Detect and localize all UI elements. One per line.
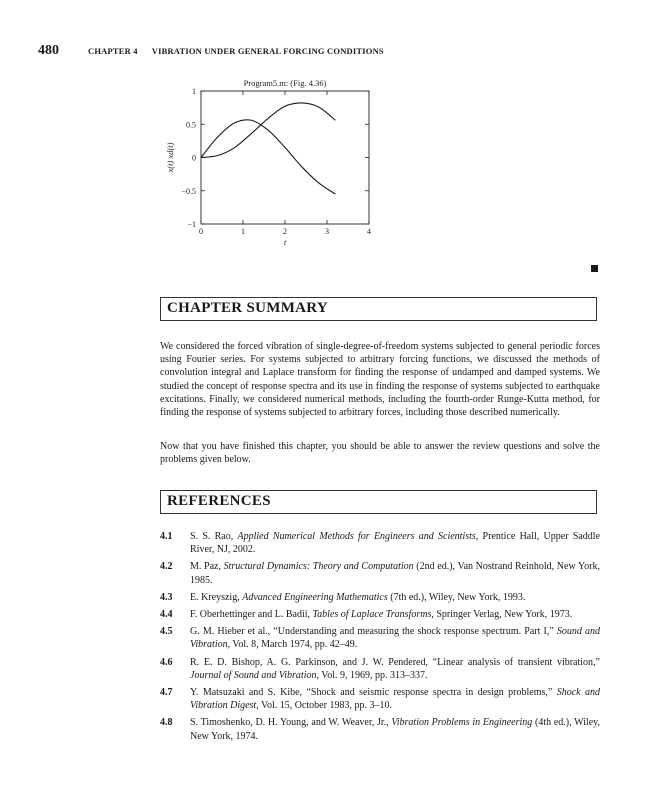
reference-authors: R. E. D. Bishop, A. G. Parkinson, and J. W. Pendered, “Linear analysis of transient vibration,” xyxy=(190,656,600,668)
reference-details: , Prentice Hall, Upper Saddle River, NJ, 2002. xyxy=(190,531,601,556)
figure-program5 xyxy=(160,70,390,250)
reference-title: Advanced Engineering Mathematics xyxy=(242,591,388,603)
reference-title: Applied Numerical Methods for Engineers and Scientists xyxy=(237,531,476,542)
reference-authors: E. Kreyszig, xyxy=(190,591,243,603)
running-header xyxy=(38,44,615,60)
y-axis-label: x(t) xd(t) xyxy=(165,142,175,173)
x-axis-label: t xyxy=(283,237,287,247)
chapter-title: VIBRATION UNDER GENERAL FORCING CONDITIONS xyxy=(151,46,384,56)
end-of-example-mark xyxy=(591,265,598,272)
chapter-summary-heading-box xyxy=(160,297,597,321)
reference-title: Shock and Vibration Digest xyxy=(190,687,600,712)
y-tick-label: 0.5 xyxy=(186,120,196,130)
reference-authors: M. Paz, xyxy=(190,561,224,573)
page-number: 480 xyxy=(38,43,59,58)
reference-authors: Y. Matsuzaki and S. Kibe, “Shock and seismic response spectra in design problems,” xyxy=(190,687,557,699)
reference-authors: G. M. Hieber et al., “Understanding and measuring the shock response spectrum. Part I,” xyxy=(190,626,557,638)
chapter-summary-heading: CHAPTER SUMMARY xyxy=(167,300,329,316)
series-line-xd xyxy=(201,120,335,194)
reference-title: Structural Dynamics: Theory and Computation xyxy=(223,561,414,573)
reference-number: 4.2 xyxy=(160,561,173,573)
response-plot xyxy=(160,70,390,250)
reference-item xyxy=(160,716,600,742)
reference-authors: S. S. Rao, xyxy=(190,531,238,542)
reference-details: , Vol. 15, October 1983, pp. 3–10. xyxy=(256,700,392,712)
reference-item xyxy=(160,530,600,556)
references-heading: REFERENCES xyxy=(167,493,271,509)
reference-title: Sound and Vibration xyxy=(190,626,601,651)
x-tick-label: 4 xyxy=(367,227,371,236)
reference-number: 4.8 xyxy=(160,717,173,729)
reference-item xyxy=(160,686,600,712)
reference-number: 4.6 xyxy=(160,656,173,668)
y-tick-label: −1 xyxy=(187,220,196,229)
reference-number: 4.3 xyxy=(160,591,173,603)
references-heading-box xyxy=(160,490,597,514)
reference-list xyxy=(160,530,600,747)
y-tick-label: −0.5 xyxy=(181,186,196,196)
reference-title: Tables of Laplace Transforms xyxy=(312,609,432,621)
y-tick-label: 1 xyxy=(192,87,196,96)
reference-authors: S. Timoshenko, D. H. Young, and W. Weaver, Jr., xyxy=(190,717,392,729)
chapter-number: CHAPTER 4 xyxy=(88,46,138,56)
reference-authors: F. Oberhettinger and L. Badii, xyxy=(190,609,313,621)
chart-title: Program5.m: (Fig. 4.36) xyxy=(243,78,327,88)
reference-item xyxy=(160,608,600,621)
summary-paragraph-2: Now that you have finished this chapter, you should be able to answer the review questions and solve the problems given below. xyxy=(160,441,600,466)
chapter-heading xyxy=(88,46,384,56)
reference-number: 4.4 xyxy=(160,609,173,621)
reference-item xyxy=(160,656,600,682)
reference-title: Journal of Sound and Vibration xyxy=(190,669,317,681)
x-tick-label: 0 xyxy=(199,227,203,236)
x-tick-label: 2 xyxy=(283,227,287,236)
reference-number: 4.7 xyxy=(160,687,173,699)
reference-title: Vibration Problems in Engineering xyxy=(391,717,533,729)
summary-paragraph-1: We considered the forced vibration of single-degree-of-freedom systems subjected to general periodic forces using Fourier series. For systems subjected to arbitrary forcing functions, we discussed the methods of convolution integral and Laplace transform for finding the response of undamped and damped systems. We studied the concept of response spectra and its use in finding the response of systems subjected to earthquake excitations. Finally, we considered numerical methods, including the fourth-order Runge-Kutta method, for finding the response of systems subjected to arbitrary forces, including those described numerically. xyxy=(160,341,600,419)
x-tick-label: 1 xyxy=(241,227,245,236)
y-tick-label: 0 xyxy=(192,153,196,163)
reference-details: , Vol. 8, March 1974, pp. 42–49. xyxy=(227,639,358,651)
reference-number: 4.5 xyxy=(160,626,173,638)
reference-item xyxy=(160,625,600,651)
reference-details: , Springer Verlag, New York, 1973. xyxy=(431,609,573,621)
reference-details: (4th ed.), Wiley, New York, 1974. xyxy=(190,717,600,742)
x-tick-label: 3 xyxy=(325,227,329,236)
reference-details: (2nd ed.), Van Nostrand Reinhold, New York, 1985. xyxy=(190,561,600,586)
reference-details: , Vol. 9, 1969, pp. 313–337. xyxy=(316,669,428,681)
reference-number: 4.1 xyxy=(160,531,173,542)
reference-item xyxy=(160,591,600,604)
reference-item xyxy=(160,560,600,586)
reference-details: (7th ed.), Wiley, New York, 1993. xyxy=(387,591,526,603)
plot-frame xyxy=(201,91,369,224)
